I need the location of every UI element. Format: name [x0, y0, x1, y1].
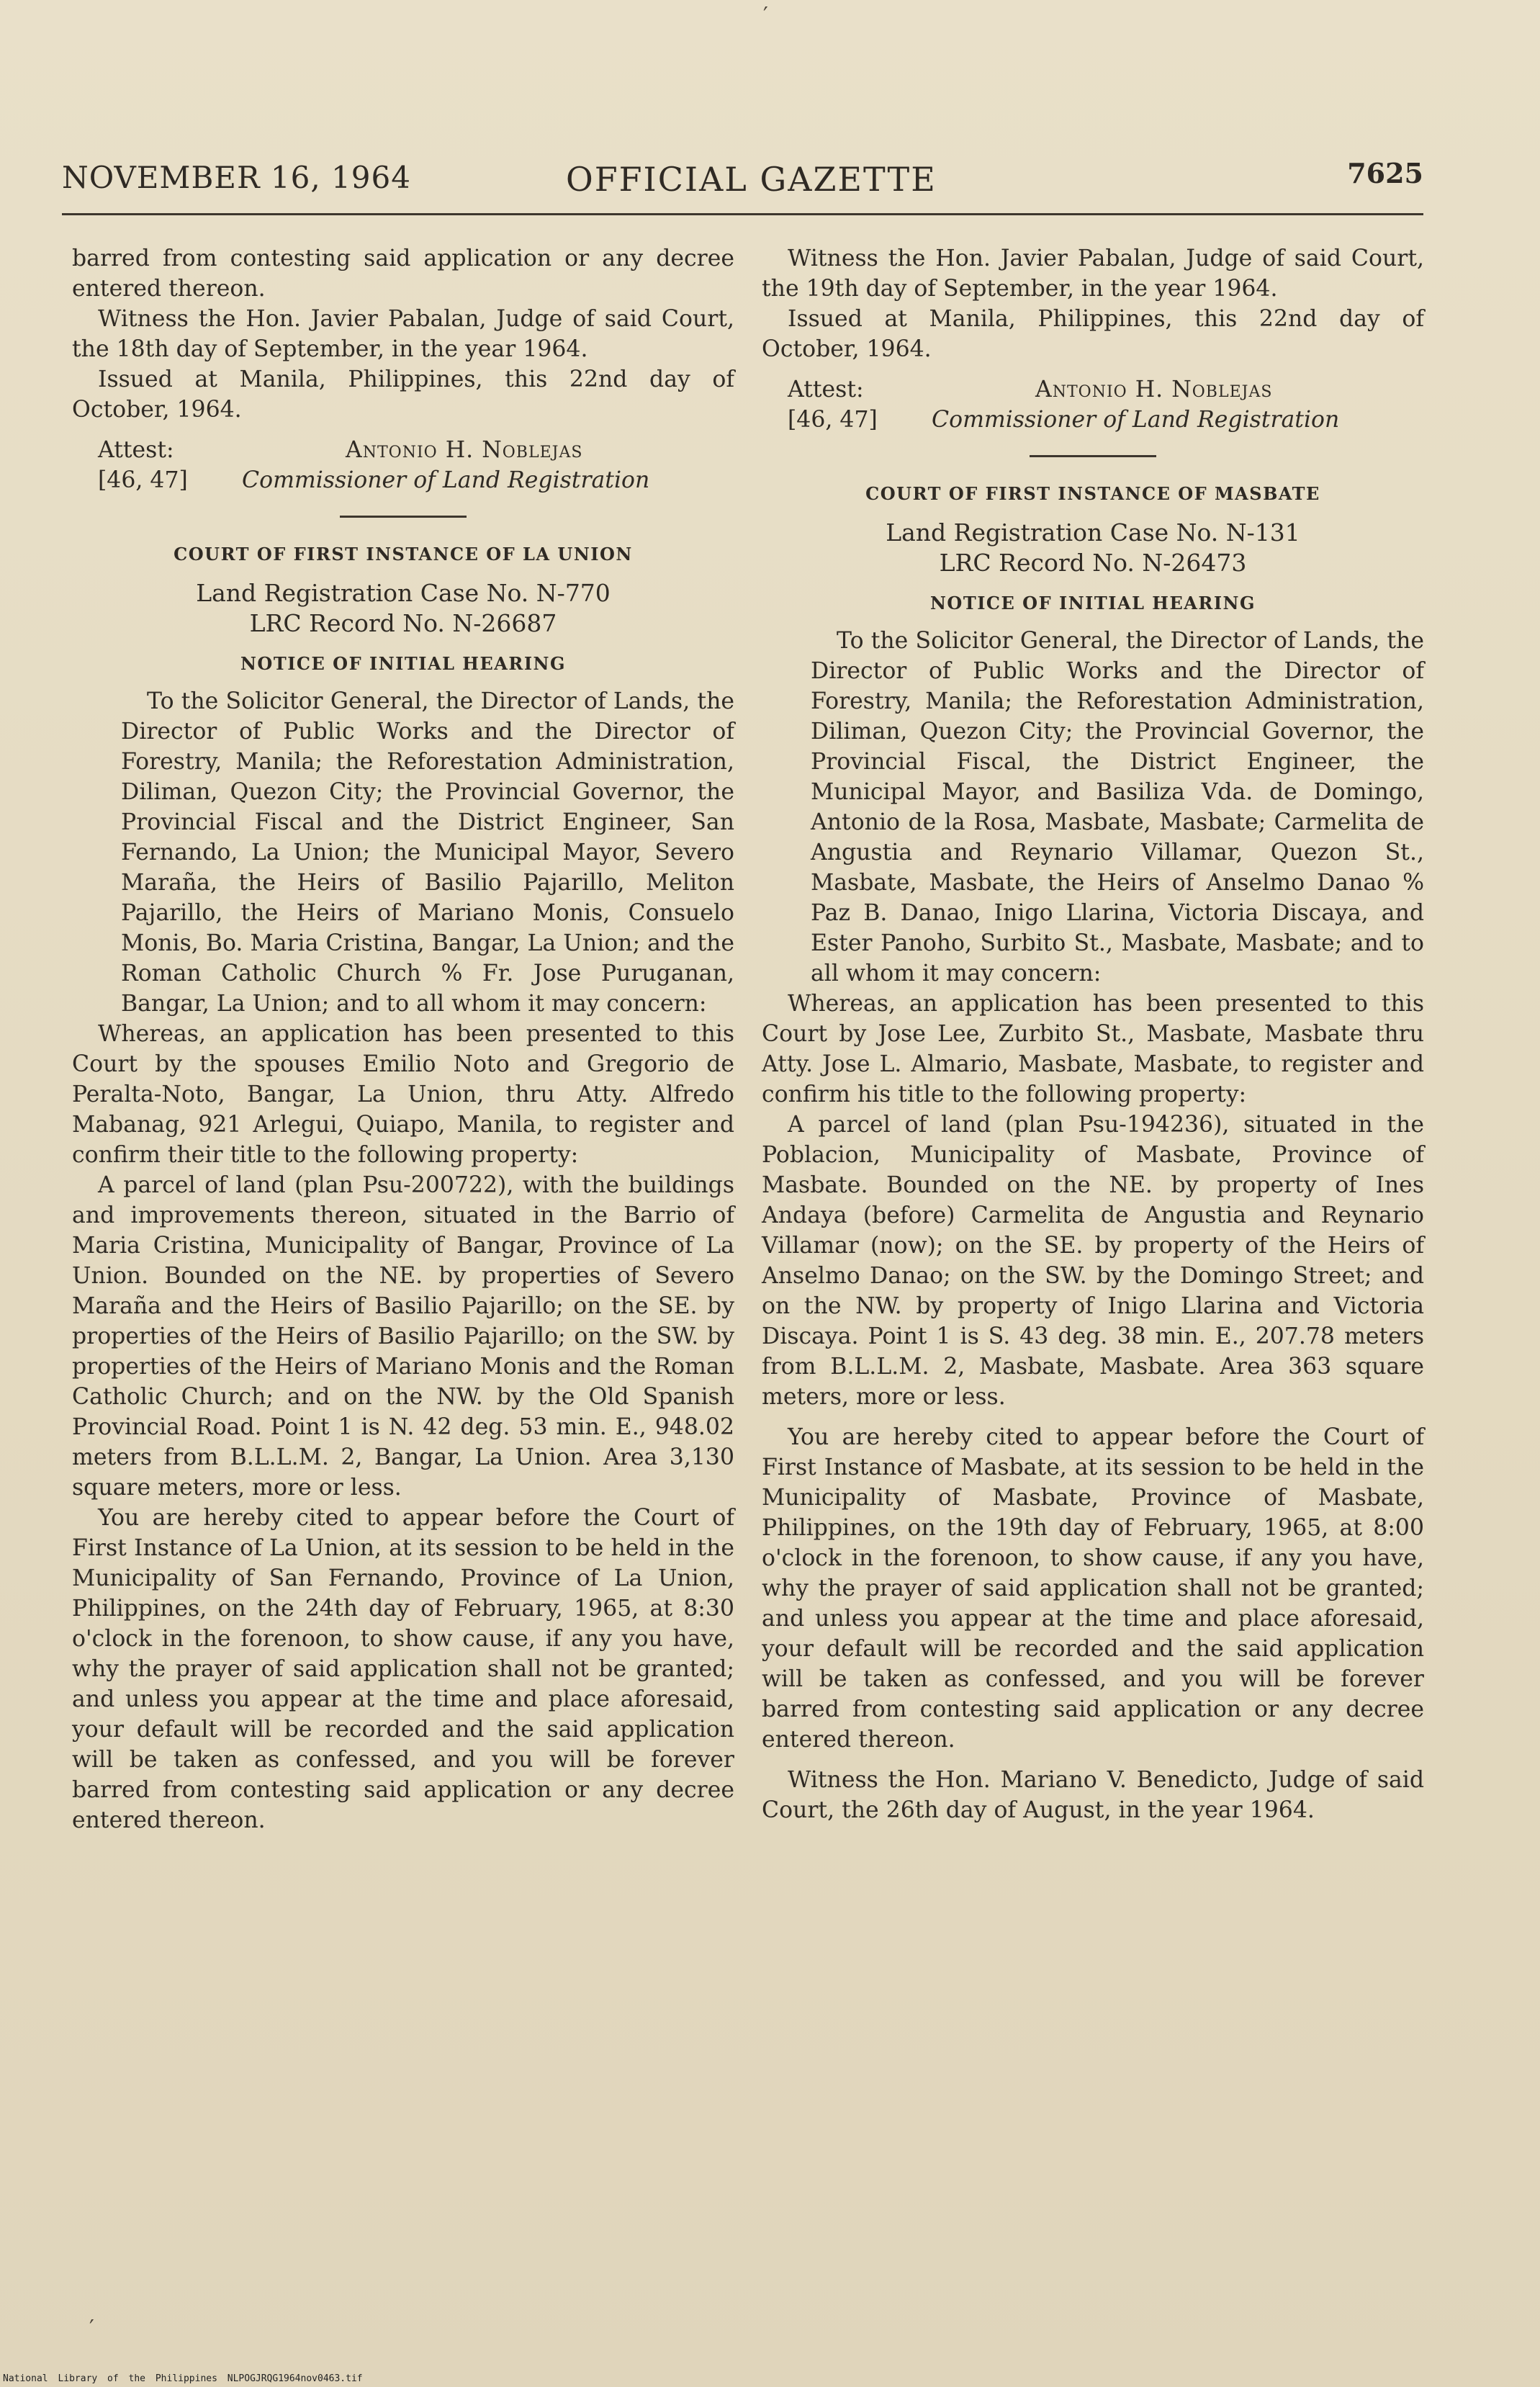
footer-filename: NLPOGJRQG1964nov0463.tif: [227, 2373, 363, 2384]
section-divider: [1030, 455, 1156, 457]
section-divider: [340, 516, 467, 518]
header-page-number: 7625: [1347, 157, 1423, 189]
notice-heading: NOTICE OF INITIAL HEARING: [240, 653, 566, 674]
witness-paragraph: Witness the Hon. Javier Pabalan, Judge of said Court, the 18th day of September, in the year 1964.: [72, 306, 734, 362]
addressees-paragraph: To the Solicitor General, the Director of Lands, the Director of Public Works and the Director of Forestry, Manila; the Reforestation Administration, Diliman, Quezon City; the Provincial Governor, the Provincial Fiscal, the District Engineer, the Municipal Mayor, and Basiliza Vda. de Domingo, Antonio de la Rosa, Masbate, Masbate; Carmelita de Angustia and Reynario Villamar, Quezon St., Masbate, Masbate, the Heirs of Anselmo Danao % Paz B. Danao, Inigo Llarina, Victoria Discaya, and Ester Panoho, Surbito St., Masbate, Masbate; and to all whom it may concern:: [811, 628, 1424, 986]
witness-paragraph-2: Witness the Hon. Mariano V. Benedicto, Judge of said Court, the 26th day of August, in the year 1964.: [762, 1767, 1424, 1823]
case-number: Land Registration Case No. N-770: [196, 579, 611, 607]
notice-heading: NOTICE OF INITIAL HEARING: [929, 593, 1256, 613]
attest-label: Attest:: [98, 437, 174, 463]
addressees-paragraph: To the Solicitor General, the Director of Lands, the Director of Public Works and the Director of Forestry, Manila; the Reforestation Administration, Diliman, Quezon City; the Provincial Governor, the Provincial Fiscal and the District Engineer, San Fernando, La Union; the Municipal Mayor, Severo Maraña, the Heirs of Basilio Pajarillo, Meliton Pajarillo, the Heirs of Mariano Monis, Consuelo Monis, Bo. Maria Cristina, Bangar, La Union; and the Roman Catholic Church % Fr. Jose Puruganan, Bangar, La Union; and to all whom it may concern:: [121, 688, 734, 1017]
attest-reference: [46, 47]: [98, 467, 188, 493]
case-number: Land Registration Case No. N-131: [886, 518, 1300, 547]
issued-paragraph: Issued at Manila, Philippines, this 22nd day of October, 1964.: [72, 367, 734, 423]
whereas-paragraph: Whereas, an application has been presented to this Court by Jose Lee, Zurbito St., Masbate, Masbate thru Atty. Jose L. Almario, Masbate, Masbate, to register and confirm his title to the following property:: [762, 991, 1424, 1107]
court-heading: COURT OF FIRST INSTANCE OF LA UNION: [174, 544, 633, 565]
stray-mark: ′: [763, 3, 768, 28]
footer-library: National Library of the Philippines: [3, 2373, 217, 2384]
lrc-record: LRC Record No. N-26473: [939, 549, 1247, 577]
left-column: [72, 243, 734, 1835]
attest-name: Antonio H. Noblejas: [346, 437, 583, 463]
attest-name: Antonio H. Noblejas: [1035, 377, 1273, 403]
lrc-record: LRC Record No. N-26687: [249, 609, 557, 637]
scan-footer: [3, 2373, 363, 2384]
attest-title: Commissioner of Land Registration: [932, 407, 1340, 433]
attest-title: Commissioner of Land Registration: [242, 467, 650, 493]
stray-mark: ′: [89, 2316, 94, 2341]
citation-paragraph: You are hereby cited to appear before the Court of First Instance of La Union, at its session to be held in the Municipality of San Fernando, Province of La Union, Philippines, on the 24th day of February, 1965, at 8:30 o'clock in the forenoon, to show cause, if any you have, why the prayer of said application shall not be granted; and unless you appear at the time and place aforesaid, your default will be recorded and the said application will be taken as confessed, and you will be forever barred from contesting said application or any decree entered thereon.: [72, 1505, 734, 1833]
header-publication: OFFICIAL GAZETTE: [566, 160, 937, 199]
continuation-paragraph: barred from contesting said application or any decree entered thereon.: [72, 246, 734, 302]
header-rule: [62, 213, 1423, 215]
court-heading: COURT OF FIRST INSTANCE OF MASBATE: [865, 483, 1320, 504]
attest-label: Attest:: [788, 377, 864, 403]
attestation-block: [72, 435, 734, 495]
parcel-paragraph: A parcel of land (plan Psu-194236), situated in the Poblacion, Municipality of Masbate, Province of Masbate. Bounded on the NE. by property of Ines Andaya (before) Carmelita de Angustia and Reynario Villamar (now); on the SE. by property of the Heirs of Anselmo Danao; on the SW. by the Domingo Street; and on the NW. by property of Inigo Llarina and Victoria Discaya. Point 1 is S. 43 deg. 38 min. E., 207.78 meters from B.L.L.M. 2, Masbate, Masbate. Area 363 square meters, more or less.: [762, 1112, 1424, 1410]
issued-paragraph: Issued at Manila, Philippines, this 22nd day of October, 1964.: [762, 306, 1424, 362]
header-date: NOVEMBER 16, 1964: [62, 160, 411, 195]
right-column: [762, 243, 1424, 1825]
whereas-paragraph: Whereas, an application has been presented to this Court by the spouses Emilio Noto and Gregorio de Peralta-Noto, Bangar, La Union, thru Atty. Alfredo Mabanag, 921 Arlegui, Quiapo, Manila, to register and confirm their title to the following property:: [72, 1021, 734, 1168]
witness-paragraph: Witness the Hon. Javier Pabalan, Judge of said Court, the 19th day of September, in the year 1964.: [762, 246, 1424, 302]
attest-reference: [46, 47]: [788, 407, 878, 433]
parcel-paragraph: A parcel of land (plan Psu-200722), with the buildings and improvements thereon, situated in the Barrio of Maria Cristina, Municipality of Bangar, Province of La Union. Bounded on the NE. by properties of Severo Maraña and the Heirs of Basilio Pajarillo; on the SE. by properties of the Heirs of Basilio Pajarillo; on the SW. by properties of the Heirs of Mariano Monis and the Roman Catholic Church; and on the NW. by the Old Spanish Provincial Road. Point 1 is N. 42 deg. 53 min. E., 948.02 meters from B.L.L.M. 2, Bangar, La Union. Area 3,130 square meters, more or less.: [72, 1172, 734, 1501]
citation-paragraph: You are hereby cited to appear before the Court of First Instance of Masbate, at its session to be held in the Municipality of Masbate, Province of Masbate, Philippines, on the 19th day of February, 1965, at 8:00 o'clock in the forenoon, to show cause, if any you have, why the prayer of said application shall not be granted; and unless you appear at the time and place aforesaid, your default will be recorded and the said application will be taken as confessed, and you will be forever barred from contesting said application or any decree entered thereon.: [762, 1424, 1424, 1753]
attestation-block: [762, 374, 1424, 435]
page-header: [62, 157, 1423, 203]
